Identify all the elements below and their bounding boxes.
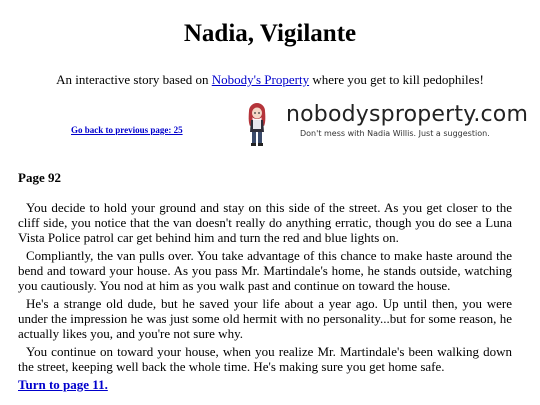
- nobodys-property-link[interactable]: Nobody's Property: [211, 72, 310, 87]
- nav-row: [0, 100, 540, 150]
- story-body: [18, 200, 512, 395]
- subtitle-suffix: where you get to kill pedophiles!: [309, 72, 484, 87]
- subtitle: [0, 72, 540, 88]
- story-paragraph: Compliantly, the van pulls over. You take advantage of this chance to make haste around the bend and toward your house. As you pass Mr. Martindale's home, he stands outside, watching you cautiously. You nod at him as you walk past and continue on toward the house.: [18, 248, 512, 293]
- next-page-paragraph: [18, 377, 512, 392]
- subtitle-prefix: An interactive story based on: [56, 72, 212, 87]
- nadia-figure-icon: [244, 102, 270, 146]
- banner-tagline: Don't mess with Nadia Willis. Just a suggestion.: [300, 129, 490, 138]
- story-paragraph: He's a strange old dude, but he saved your life about a year ago. Up until then, you were under the impression he was just some old hermit with no personality...but for some reason, he actually likes you, and you're not sure why.: [18, 296, 512, 341]
- site-banner[interactable]: [244, 102, 528, 146]
- previous-page-link[interactable]: Go back to previous page: 25: [71, 125, 183, 135]
- story-paragraph: You decide to hold your ground and stay on this side of the street. As you get closer to the cliff side, you notice that the van doesn't really do anything erratic, though you do see a Luna Vista Police patrol car get behind him and turn the red and blue lights on.: [18, 200, 512, 245]
- banner-site-name: nobodysproperty.com: [286, 102, 529, 127]
- page-number: Page 92: [18, 170, 61, 185]
- story-paragraph: You continue on toward your house, when you realize Mr. Martindale's been walking down the street, keeping well back the whole time. He's making sure you get home safe.: [18, 344, 512, 374]
- next-page-link[interactable]: Turn to page 11.: [18, 377, 108, 392]
- page-title: Nadia, Vigilante: [183, 20, 357, 47]
